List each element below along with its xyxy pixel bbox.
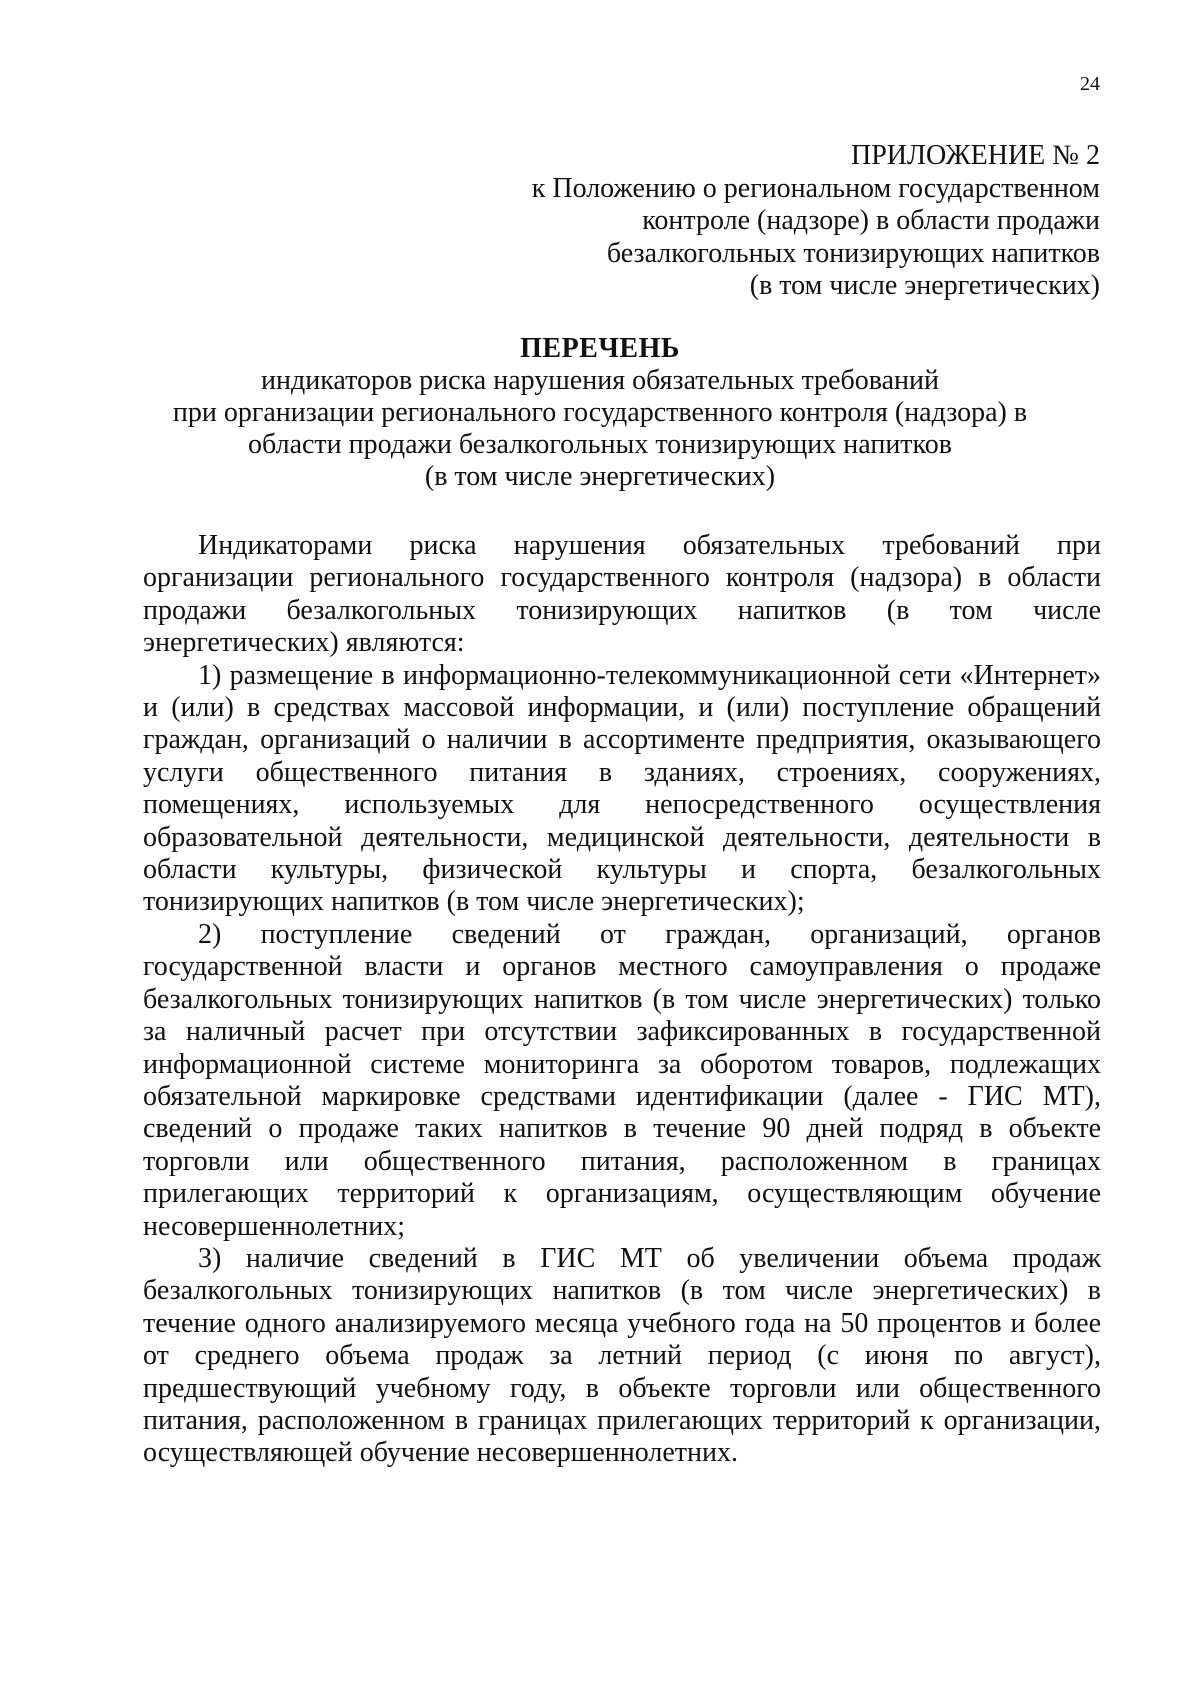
document-heading (0, 333, 1200, 493)
appendix-title: ПРИЛОЖЕНИЕ № 2 (851, 140, 1100, 171)
appendix-block (420, 140, 1100, 303)
document-title: ПЕРЕЧЕНЬ (520, 333, 680, 364)
appendix-line: безалкогольных тонизирующих напитков (606, 237, 1100, 269)
appendix-line: к Положению о региональном государственном (531, 172, 1100, 204)
document-subtitle-line: области продажи безалкогольных тонизирующих напитков (248, 429, 952, 460)
document-subtitle-line: индикаторов риска нарушения обязательных требований (261, 365, 939, 396)
page-number: 24 (1080, 73, 1100, 95)
list-item-3: 3) наличие сведений в ГИС МТ об увеличении объема продаж безалкогольных тонизирующих напитков (в том числе энергетических) в течение одного анализируемого месяца учебного года на 50 процентов и более от среднего объема продаж за летний период (с июня по август), предшествующий учебному году, в объекте торговли или общественного питания, расположенном в границах прилегающих территорий к организации, осуществляющей обучение несовершеннолетних. (143, 1242, 1101, 1469)
document-subtitle-line: (в том числе энергетических) (424, 461, 776, 492)
list-item-2: 2) поступление сведений от граждан, организаций, органов государственной власти и органов местного самоуправления о продаже безалкогольных тонизирующих напитков (в том числе энергетических) только за наличный расчет при отсутствии зафиксированных в государственной информационной системе мониторинга за оборотом товаров, подлежащих обязательной маркировке средствами идентификации (далее - ГИС МТ), сведений о продаже таких напитков в течение 90 дней подряд в объекте торговли или общественного питания, расположенном в границах прилегающих территорий к организациям, осуществляющим обучение несовершеннолетних; (143, 918, 1101, 1242)
document-body (143, 530, 1101, 1470)
appendix-line: (в том числе энергетических) (749, 270, 1100, 302)
list-item-1: 1) размещение в информационно-телекоммуникационной сети «Интернет» и (или) в средствах массовой информации, и (или) поступление обращений граждан, организаций о наличии в ассортименте предприятия, оказывающего услуги общественного питания в зданиях, строениях, сооружениях, помещениях, используемых для непосредственного осуществления образовательной деятельности, медицинской деятельности, деятельности в области культуры, физической культуры и спорта, безалкогольных тонизирующих напитков (в том числе энергетических); (143, 659, 1101, 918)
intro-paragraph: Индикаторами риска нарушения обязательных требований при организации регионального государственного контроля (надзора) в области продажи безалкогольных тонизирующих напитков (в том числе энергетических) являются: (143, 530, 1101, 659)
appendix-line: контроле (надзоре) в области продажи (642, 205, 1100, 237)
document-subtitle-line: при организации регионального государственного контроля (надзора) в (172, 397, 1028, 428)
